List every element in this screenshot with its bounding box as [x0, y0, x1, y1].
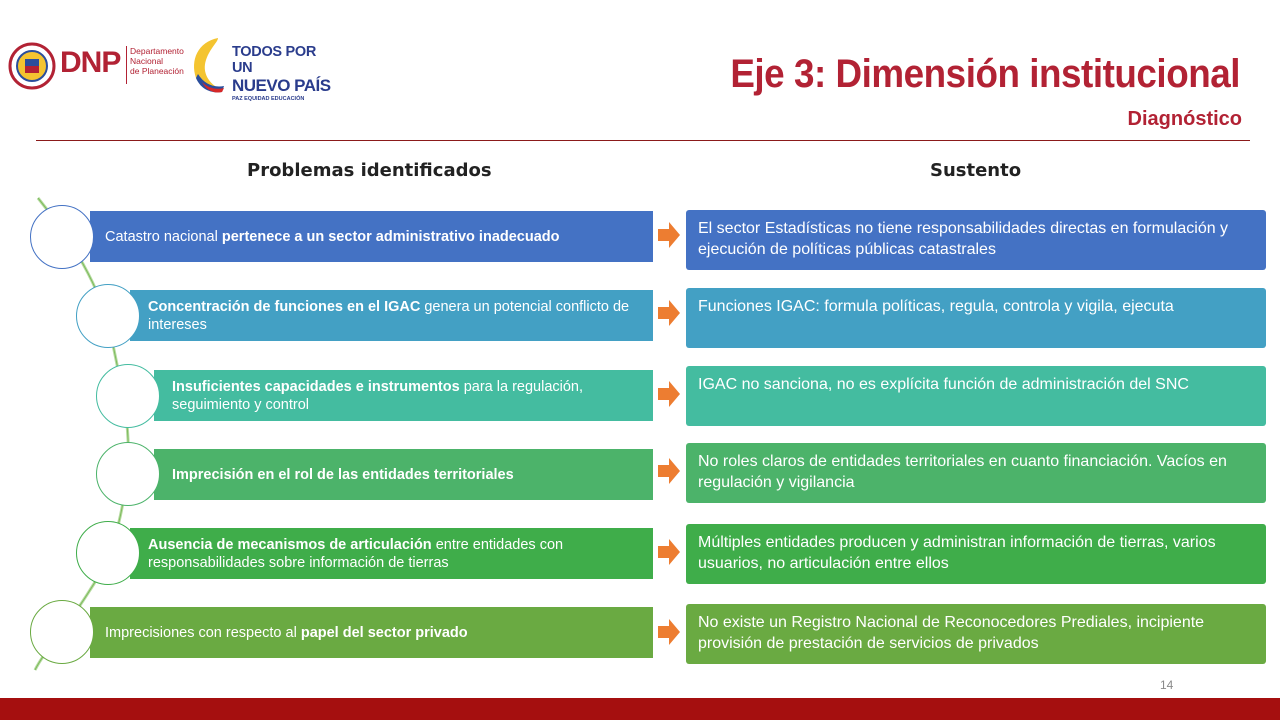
support-box: [686, 288, 1266, 348]
support-text: Múltiples entidades producen y administran información de tierras, varios usuarios, no articulación entre ellos: [698, 534, 1216, 572]
problem-bullet-circle: [76, 284, 140, 348]
right-arrow-icon: [658, 619, 680, 645]
column-heading-problems: Problemas identificados: [247, 160, 492, 181]
right-arrow-icon: [658, 539, 680, 565]
support-text: No existe un Registro Nacional de Reconocedores Prediales, incipiente provisión de prestación de servicios de privados: [698, 614, 1205, 652]
problem-bullet-circle: [76, 521, 140, 585]
page-title: Eje 3: Dimensión institucional: [730, 52, 1240, 96]
dnp-logo: [8, 40, 183, 92]
pnd-logo: [188, 34, 338, 102]
support-text: No roles claros de entidades territoriales en cuanto financiación. Vacíos en regulación y vigilancia: [698, 453, 1227, 491]
problem-text: Imprecisiones con respecto al papel del sector privado: [105, 624, 468, 641]
problem-text: Insuficientes capacidades e instrumentos para la regulación, seguimiento y control: [172, 378, 584, 413]
problem-bar: [130, 528, 653, 579]
support-text: Funciones IGAC: formula políticas, regula, controla y vigila, ejecuta: [698, 298, 1174, 315]
support-box: [686, 443, 1266, 503]
footer-bar: [0, 698, 1280, 720]
problem-bar: [154, 449, 653, 500]
support-text: El sector Estadísticas no tiene responsabilidades directas en formulación y ejecución de políticas públicas catastrales: [698, 220, 1229, 258]
right-arrow-icon: [658, 381, 680, 407]
problem-text: Concentración de funciones en el IGAC genera un potencial conflicto de intereses: [148, 298, 630, 333]
column-heading-support: Sustento: [930, 160, 1022, 181]
coat-of-arms-icon: [8, 42, 56, 90]
problem-bullet-circle: [30, 600, 94, 664]
header-divider: [36, 140, 1250, 141]
support-box: [686, 524, 1266, 584]
support-text: IGAC no sanciona, no es explícita función de administración del SNC: [698, 376, 1189, 393]
support-box: [686, 210, 1266, 270]
dnp-logo-text: DNP: [60, 46, 121, 79]
problem-text: Imprecisión en el rol de las entidades territoriales: [172, 466, 514, 483]
pnd-logo-icon: [188, 34, 230, 94]
problem-bullet-circle: [96, 364, 160, 428]
problem-bar: [90, 607, 653, 658]
right-arrow-icon: [658, 222, 680, 248]
support-box: [686, 604, 1266, 664]
problem-bar: [130, 290, 653, 341]
right-arrow-icon: [658, 300, 680, 326]
problem-bar: [154, 370, 653, 421]
right-arrow-icon: [658, 458, 680, 484]
page-subtitle: Diagnóstico: [1127, 108, 1242, 130]
problem-text: Ausencia de mecanismos de articulación entre entidades con responsabilidades sobre información de tierras: [148, 536, 564, 571]
problem-text: Catastro nacional pertenece a un sector administrativo inadecuado: [105, 228, 560, 245]
logo-divider: [126, 46, 127, 84]
problem-bar: [90, 211, 653, 262]
dnp-logo-subtitle: Departamento Nacional de Planeación: [130, 46, 184, 76]
problem-bullet-circle: [30, 205, 94, 269]
problem-bullet-circle: [96, 442, 160, 506]
support-box: [686, 366, 1266, 426]
page-number: 14: [1160, 678, 1174, 692]
pnd-logo-text: TODOS POR UN NUEVO PAÍS PAZ EQUIDAD EDUCACIÓN: [232, 44, 331, 102]
